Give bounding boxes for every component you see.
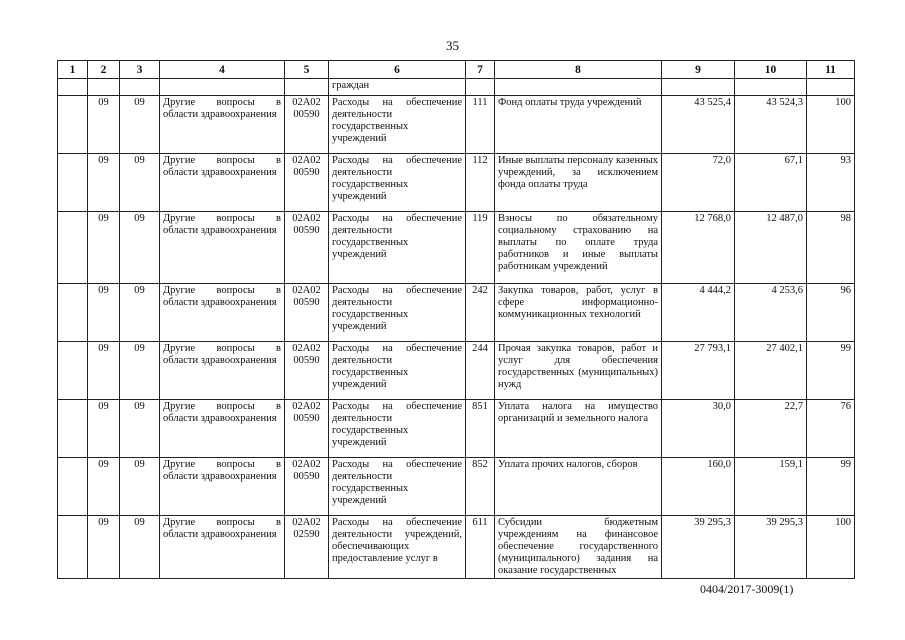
planned-amount: 27 793,1 <box>662 342 735 400</box>
subsection-code: 09 <box>120 458 160 516</box>
subsection-code: 09 <box>120 284 160 342</box>
planned-amount: 43 525,4 <box>662 96 735 154</box>
execution-percent: 99 <box>807 342 855 400</box>
target-article-name: Расходы на обеспечение деятельности государственных учреждений <box>329 458 466 516</box>
expense-type-name: Взносы по обязательному социальному страхованию на выплаты по оплате труда работников и иные выплаты работникам учреждений <box>495 212 662 284</box>
expense-type-code: 112 <box>466 154 495 212</box>
execution-percent: 98 <box>807 212 855 284</box>
expense-type-code: 611 <box>466 516 495 579</box>
target-article-code: 02А02 00590 <box>285 212 329 284</box>
actual-amount: 4 253,6 <box>735 284 807 342</box>
actual-amount: 43 524,3 <box>735 96 807 154</box>
expense-type-code: 851 <box>466 400 495 458</box>
target-article-name: Расходы на обеспечение деятельности государственных учреждений <box>329 400 466 458</box>
section-code: 09 <box>88 96 120 154</box>
section-code: 09 <box>88 212 120 284</box>
budget-table <box>57 60 855 579</box>
target-article-code: 02А02 00590 <box>285 154 329 212</box>
document-code: 0404/2017-3009(1) <box>700 582 794 596</box>
execution-percent: 96 <box>807 284 855 342</box>
expense-type-code: 242 <box>466 284 495 342</box>
target-article-name: Расходы на обеспечение деятельности учреждений, обеспечивающих предоставление услуг в <box>329 516 466 579</box>
actual-amount: 27 402,1 <box>735 342 807 400</box>
subsection-name: Другие вопросы в области здравоохранения <box>160 154 285 212</box>
target-article-code: 02А02 00590 <box>285 96 329 154</box>
col-header-6: 6 <box>329 61 466 79</box>
execution-percent: 100 <box>807 516 855 579</box>
col-header-1: 1 <box>58 61 88 79</box>
subsection-code: 09 <box>120 516 160 579</box>
table-row <box>58 400 855 458</box>
target-article-code: 02А02 00590 <box>285 458 329 516</box>
subsection-name: Другие вопросы в области здравоохранения <box>160 458 285 516</box>
section-code: 09 <box>88 342 120 400</box>
expense-type-name: Прочая закупка товаров, работ и услуг для обеспечения государственных (муниципальных) нужд <box>495 342 662 400</box>
target-article-name: Расходы на обеспечение деятельности государственных учреждений <box>329 154 466 212</box>
expense-type-code: 111 <box>466 96 495 154</box>
execution-percent: 93 <box>807 154 855 212</box>
section-code: 09 <box>88 516 120 579</box>
planned-amount: 4 444,2 <box>662 284 735 342</box>
col-header-8: 8 <box>495 61 662 79</box>
subsection-name: Другие вопросы в области здравоохранения <box>160 516 285 579</box>
target-article-name: Расходы на обеспечение деятельности государственных учреждений <box>329 96 466 154</box>
target-article-code: 02А02 02590 <box>285 516 329 579</box>
target-article-code: 02А02 00590 <box>285 342 329 400</box>
table-row <box>58 96 855 154</box>
subsection-name: Другие вопросы в области здравоохранения <box>160 212 285 284</box>
col-header-11: 11 <box>807 61 855 79</box>
col-header-5: 5 <box>285 61 329 79</box>
expense-type-name: Уплата налога на имущество организаций и земельного налога <box>495 400 662 458</box>
section-code: 09 <box>88 458 120 516</box>
page-number: 35 <box>446 38 459 53</box>
subsection-name: Другие вопросы в области здравоохранения <box>160 342 285 400</box>
subsection-name: Другие вопросы в области здравоохранения <box>160 400 285 458</box>
expense-type-name: Уплата прочих налогов, сборов <box>495 458 662 516</box>
subsection-code: 09 <box>120 342 160 400</box>
col-header-3: 3 <box>120 61 160 79</box>
planned-amount: 30,0 <box>662 400 735 458</box>
subsection-code: 09 <box>120 400 160 458</box>
section-code: 09 <box>88 154 120 212</box>
target-article-code: 02А02 00590 <box>285 284 329 342</box>
target-article-name: Расходы на обеспечение деятельности государственных учреждений <box>329 212 466 284</box>
table-row <box>58 516 855 579</box>
actual-amount: 39 295,3 <box>735 516 807 579</box>
subsection-code: 09 <box>120 96 160 154</box>
actual-amount: 159,1 <box>735 458 807 516</box>
execution-percent: 76 <box>807 400 855 458</box>
col-header-9: 9 <box>662 61 735 79</box>
expense-type-code: 119 <box>466 212 495 284</box>
subsection-name: Другие вопросы в области здравоохранения <box>160 96 285 154</box>
col-header-2: 2 <box>88 61 120 79</box>
expense-type-name: Иные выплаты персоналу казенных учреждений, за исключением фонда оплаты труда <box>495 154 662 212</box>
target-article-name: Расходы на обеспечение деятельности государственных учреждений <box>329 342 466 400</box>
subsection-code: 09 <box>120 154 160 212</box>
col-header-7: 7 <box>466 61 495 79</box>
continuation-row <box>58 79 855 96</box>
execution-percent: 99 <box>807 458 855 516</box>
table-row <box>58 154 855 212</box>
table-row <box>58 284 855 342</box>
subsection-name: Другие вопросы в области здравоохранения <box>160 284 285 342</box>
section-code: 09 <box>88 284 120 342</box>
expense-type-name: Субсидии бюджетным учреждениям на финансовое обеспечение государственного (муниципального) задания на оказание государственных <box>495 516 662 579</box>
actual-amount: 22,7 <box>735 400 807 458</box>
table-row <box>58 458 855 516</box>
planned-amount: 72,0 <box>662 154 735 212</box>
expense-type-code: 244 <box>466 342 495 400</box>
table-row <box>58 342 855 400</box>
planned-amount: 12 768,0 <box>662 212 735 284</box>
continuation-text: граждан <box>329 79 466 96</box>
planned-amount: 160,0 <box>662 458 735 516</box>
subsection-code: 09 <box>120 212 160 284</box>
expense-type-code: 852 <box>466 458 495 516</box>
col-header-10: 10 <box>735 61 807 79</box>
table-row <box>58 212 855 284</box>
target-article-name: Расходы на обеспечение деятельности государственных учреждений <box>329 284 466 342</box>
planned-amount: 39 295,3 <box>662 516 735 579</box>
header-row <box>58 61 855 79</box>
expense-type-name: Закупка товаров, работ, услуг в сфере информационно-коммуникационных технологий <box>495 284 662 342</box>
expense-type-name: Фонд оплаты труда учреждений <box>495 96 662 154</box>
execution-percent: 100 <box>807 96 855 154</box>
col-header-4: 4 <box>160 61 285 79</box>
actual-amount: 67,1 <box>735 154 807 212</box>
actual-amount: 12 487,0 <box>735 212 807 284</box>
section-code: 09 <box>88 400 120 458</box>
target-article-code: 02А02 00590 <box>285 400 329 458</box>
